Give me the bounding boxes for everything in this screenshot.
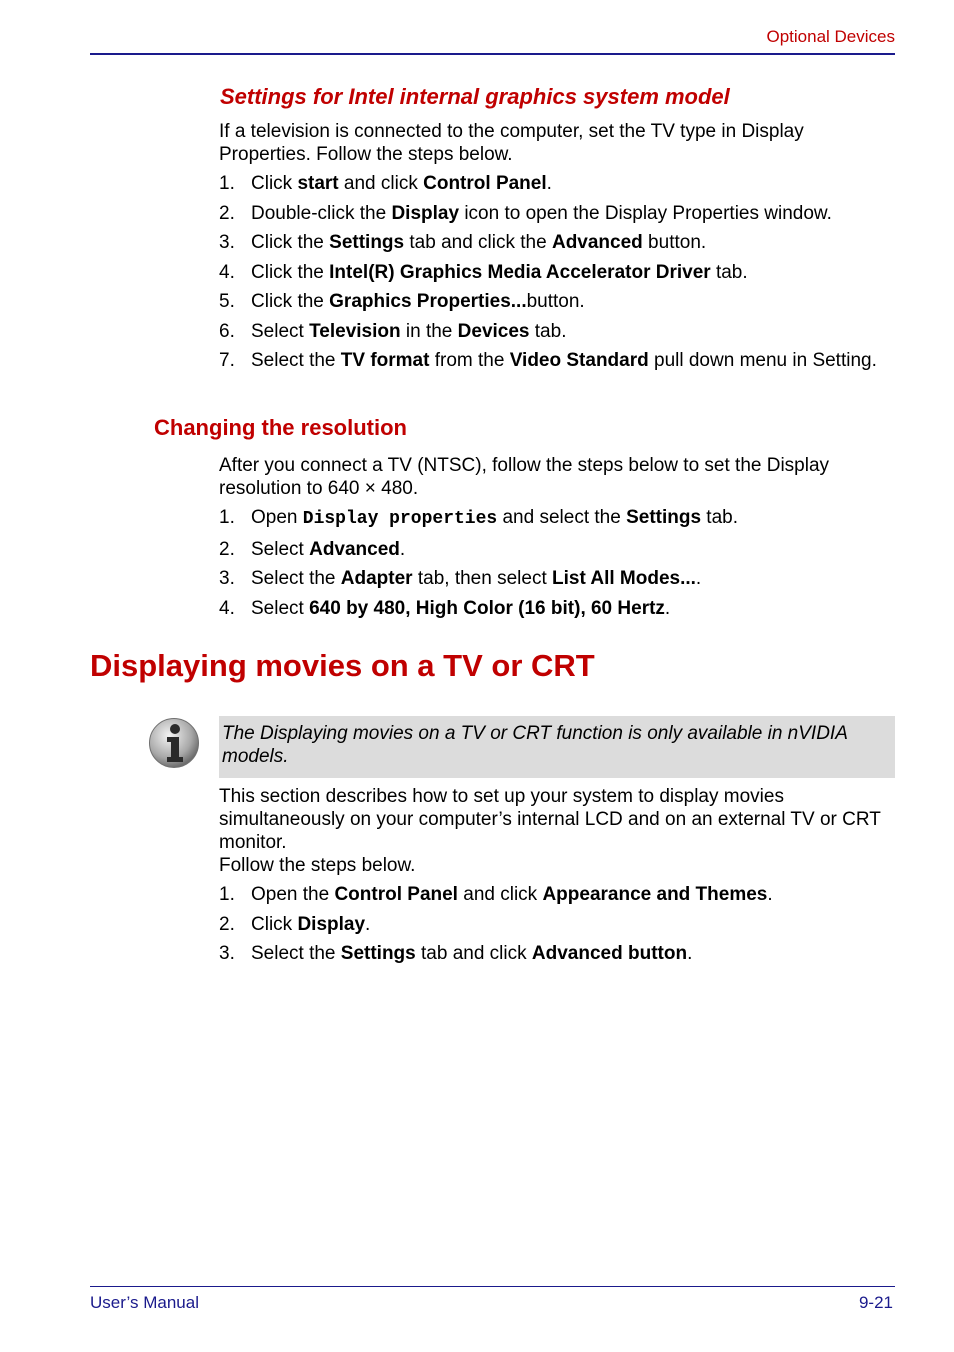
footer-manual-title: User’s Manual [90, 1293, 199, 1312]
list-item-text: tab, then select [412, 568, 552, 589]
list-item-number: 3. [219, 232, 235, 253]
list-item-text: Display [297, 913, 366, 935]
list-item-text: Click [251, 173, 298, 194]
list-item-text: . [546, 173, 552, 194]
list-item-text: Open [251, 507, 303, 528]
list-item-text: Click the [251, 261, 330, 283]
resolution-intro: After you connect a TV (NTSC), follow the steps below to set the Display resolution to 640 × 480. [219, 455, 830, 499]
movies-intro: This section describes how to set up your system to display movies simultaneously on your computer’s internal LCD and on an external TV or CRT monitor. [219, 786, 881, 853]
list-item-text: from the [429, 350, 510, 371]
list-item-text: 640 by 480, High Color (16 bit), 60 Hertz [309, 597, 665, 619]
list-item-text: Select [251, 597, 310, 619]
list-item-text: Television [309, 320, 401, 342]
intel-steps [219, 172, 895, 379]
intel-intro: If a television is connected to the computer, set the TV type in Display Properties. Follow the steps below. [219, 121, 804, 165]
list-item-text: Click the [251, 232, 330, 253]
page-section-label: Optional Devices [766, 27, 895, 46]
list-item-text: . [687, 943, 693, 964]
resolution-section-title: Changing the resolution [154, 415, 407, 440]
list-item-number: 1. [219, 507, 235, 528]
list-item-text: button. [642, 232, 707, 253]
list-item [219, 538, 895, 561]
list-item-text: Select [251, 320, 310, 342]
list-item-text: and click [457, 884, 543, 905]
list-item [219, 567, 895, 590]
list-item-text: Video Standard [509, 350, 649, 371]
list-item [219, 290, 895, 313]
list-item-number: 4. [219, 597, 235, 619]
list-item [219, 172, 895, 195]
list-item-text: Graphics Properties... [329, 291, 527, 312]
list-item-text: Control Panel [423, 173, 547, 194]
info-icon [148, 717, 200, 769]
list-item-text: Select [251, 538, 310, 560]
list-item-text: Settings [626, 507, 702, 528]
list-item-number: 4. [219, 261, 235, 283]
footer-rule [90, 1286, 895, 1287]
list-item-text: Advanced [551, 232, 643, 253]
list-item [219, 942, 895, 965]
list-item [219, 913, 895, 936]
intel-section-title: Settings for Intel internal graphics system model [220, 84, 730, 109]
list-item-text: pull down menu in Setting. [648, 350, 877, 371]
list-item [219, 231, 895, 254]
list-item-text: . [767, 884, 773, 905]
list-item-text: Appearance and Themes [542, 884, 768, 905]
list-item [219, 506, 895, 531]
list-item-text: Control Panel [334, 884, 458, 905]
list-item-text: . [399, 538, 406, 560]
footer-page-number: 9-21 [858, 1293, 893, 1312]
header-rule [90, 53, 895, 55]
list-item-number: 2. [219, 202, 235, 224]
list-item-text: tab and click the [404, 232, 552, 253]
list-item-number: 5. [219, 291, 235, 312]
list-item-text: . [664, 597, 671, 619]
list-item-text: tab. [710, 261, 748, 283]
list-item-text: Advanced button [531, 943, 688, 964]
list-item-number: 2. [219, 538, 235, 560]
list-item-text: Select the [251, 568, 341, 589]
list-item-text: Devices [457, 320, 530, 342]
note-box [219, 716, 895, 778]
list-item-text: Select the [251, 350, 341, 371]
list-item-text: and select the [497, 507, 627, 528]
list-item-text: Click [251, 913, 298, 935]
list-item-text: icon to open the Display Properties window. [459, 202, 832, 224]
movies-follow: Follow the steps below. [219, 855, 416, 876]
list-item-text: . [695, 568, 702, 589]
list-item-number: 3. [219, 568, 235, 589]
list-item-text: Adapter [340, 568, 413, 589]
note-text: The Displaying movies on a TV or CRT function is only available in nVIDIA models. [222, 723, 848, 767]
list-item-number: 1. [219, 173, 235, 194]
list-item-number: 6. [219, 320, 235, 342]
list-item-text: and click [338, 173, 424, 194]
list-item-text: tab and click [415, 943, 532, 964]
movies-section-title: Displaying movies on a TV or CRT [90, 648, 595, 683]
list-item-text: Settings [340, 943, 416, 964]
list-item [219, 202, 895, 225]
resolution-steps [219, 506, 895, 626]
list-item-text: Intel(R) Graphics Media Accelerator Driver [329, 261, 711, 283]
list-item [219, 261, 895, 284]
list-item-number: 7. [219, 350, 235, 371]
list-item-text: Settings [329, 232, 405, 253]
list-item-text: List All Modes... [552, 568, 696, 589]
list-item-number: 3. [219, 943, 235, 964]
list-item-text: . [365, 913, 371, 935]
list-item-text: TV format [340, 350, 430, 371]
list-item [219, 320, 895, 343]
list-item [219, 349, 895, 372]
list-item-text: button. [526, 291, 585, 312]
movies-steps [219, 883, 895, 972]
list-item-text: Display properties [302, 509, 498, 529]
list-item-text: Double-click the [251, 202, 392, 224]
list-item-text: Advanced [309, 538, 400, 560]
list-item-text: start [297, 173, 339, 194]
list-item-text: Select the [251, 943, 341, 964]
list-item [219, 883, 895, 906]
list-item-text: Display [391, 202, 460, 224]
list-item-number: 2. [219, 913, 235, 935]
list-item [219, 597, 895, 620]
list-item-text: tab. [701, 507, 739, 528]
list-item-text: in the [400, 320, 458, 342]
list-item-number: 1. [219, 884, 235, 905]
list-item-text: Open the [251, 884, 335, 905]
list-item-text: tab. [529, 320, 567, 342]
list-item-text: Click the [251, 291, 330, 312]
